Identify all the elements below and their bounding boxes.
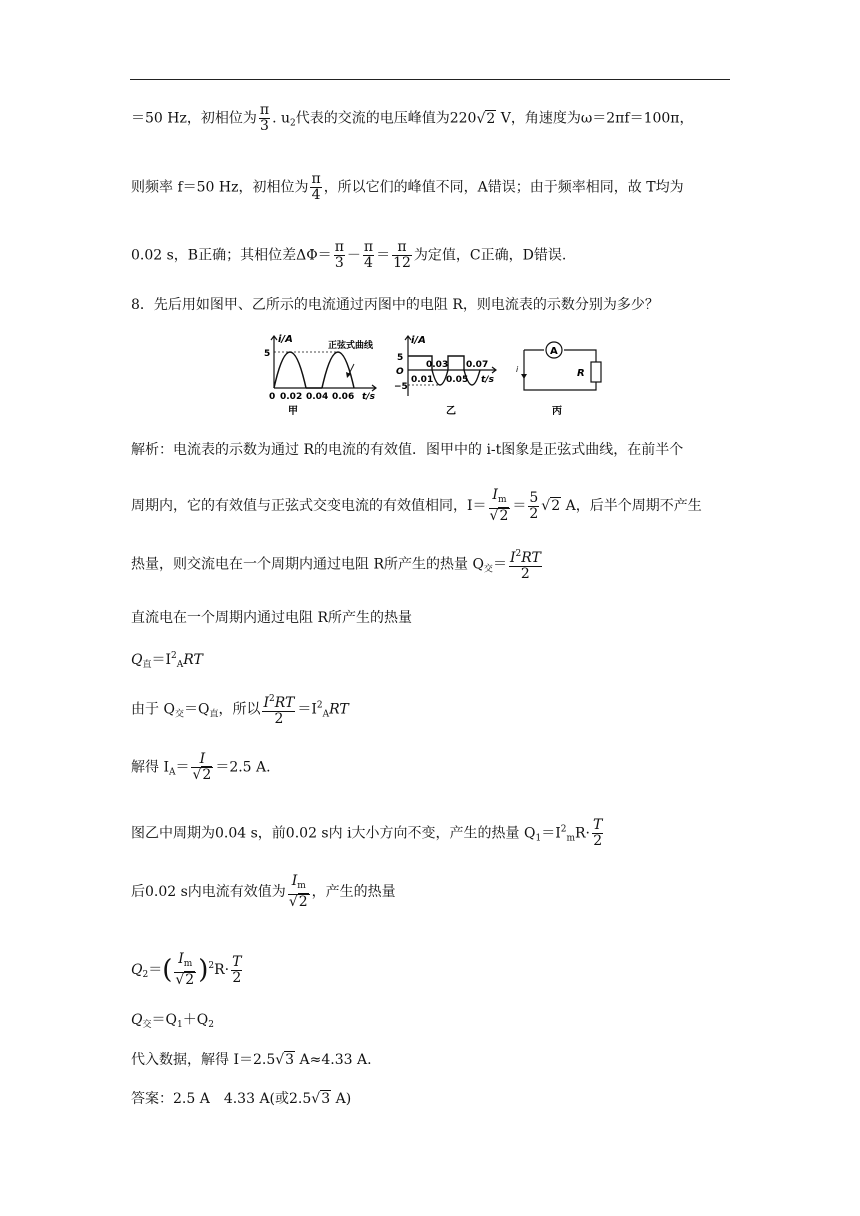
jia-xt3: 0.06	[332, 392, 355, 402]
yi-caption: 乙	[446, 406, 456, 417]
jia-ylabel: i/A	[278, 334, 293, 345]
solution-line-12: 代入数据，解得 I＝2.5√3 A≈4.33 A.	[131, 1052, 372, 1068]
yi-t3: 0.05	[446, 375, 469, 385]
prev-solution-line-3: 0.02 s，B正确；其相位差ΔΦ＝ $\frac{\pi}{3}$ － $\frac{\pi}{4}$ ＝ $\frac{\pi}{12}$ 为定值，C正确，D错误.	[131, 239, 567, 271]
yi-ylabel: i/A	[411, 335, 426, 346]
jia-y5: 5	[264, 349, 271, 359]
figure-yi	[392, 330, 510, 422]
fraction: $\frac{T}{2}$	[232, 953, 242, 986]
fraction: $\frac{5}{2}$	[529, 489, 539, 522]
question-8: 8．先后用如图甲、乙所示的电流通过丙图中的电阻 R，则电流表的示数分别为多少？	[131, 297, 659, 313]
ammeter-label: A	[550, 346, 558, 357]
jia-x0: 0	[269, 392, 276, 402]
fraction: $\frac{I_m}{√2}$	[489, 487, 509, 524]
jia-xt2: 0.04	[306, 392, 329, 402]
fraction: $\frac{T}{2}$	[593, 817, 603, 849]
bing-caption: 丙	[552, 406, 562, 417]
jia-xlabel: t/s	[362, 392, 375, 402]
figure-jia	[258, 330, 388, 422]
jia-xt1: 0.02	[280, 392, 303, 402]
current-label: i	[516, 365, 519, 374]
fraction: $\frac{\pi}{4}$	[311, 171, 321, 203]
yi-xlabel: t/s	[481, 375, 494, 385]
sqrt: √3	[311, 1091, 331, 1107]
solution-line-9: 后0.02 s内电流有效值为 $\frac{I_m}{√2}$ ，产生的热量	[131, 873, 396, 910]
header-rule	[130, 79, 730, 80]
sqrt: √2	[476, 110, 496, 127]
solution-line-6: 由于 $Q_交=Q_直$，所以 $\frac{I^2RT}{2}$ $=I^2_ART$	[131, 694, 349, 727]
fraction: $\frac{I_m}{√2}$	[175, 951, 195, 988]
fraction: $\frac{I^2RT}{2}$	[263, 694, 295, 727]
solution-line-5: $Q_直=I^2_ART$	[131, 651, 203, 670]
figure-bing	[514, 330, 614, 422]
solution-line-2: 周期内，它的有效值与正弦式交变电流的有效值相同，I＝ $\frac{I_m}{√2}$ ＝ $\frac{5}{2}$ √2 A，后半个周期不产生	[131, 487, 702, 524]
sqrt: √2	[541, 498, 561, 514]
yi-t4: 0.07	[466, 360, 489, 370]
sqrt: √3	[275, 1052, 295, 1068]
solution-line-8: 图乙中周期为0.04 s，前0.02 s内 i大小方向不变，产生的热量 $Q_1=I^2_mR\cdot$ $\frac{T}{2}$	[131, 817, 603, 849]
jia-caption: 甲	[288, 406, 298, 417]
jia-curve-label: 正弦式曲线	[328, 341, 374, 351]
solution-line-10: $Q_2=$( $\frac{I_m}{√2}$ )$^2$R· $\frac{T}{2}$	[131, 951, 242, 988]
yi-t2: 0.03	[426, 360, 449, 370]
yi-y5: 5	[397, 353, 404, 363]
fraction: $\frac{\pi}{3}$	[259, 102, 270, 134]
solution-line-11: $Q_交=Q_1+Q_2$	[131, 1012, 214, 1030]
fraction: $\frac{\pi}{3}$	[334, 239, 344, 271]
fraction: $\frac{\pi}{4}$	[363, 239, 374, 271]
fraction: $\frac{I}{√2}$	[192, 751, 212, 783]
solution-line-4: 直流电在一个周期内通过电阻 R所产生的热量	[131, 610, 412, 626]
answer-line: 答案：2.5 A 4.33 A(或2.5√3 A)	[131, 1091, 352, 1107]
fraction: $\frac{I_m}{√2}$	[288, 873, 308, 910]
prev-solution-line-1: ＝50 Hz，初相位为 $\frac{\pi}{3}$ . $u_2$代表的交流的电压峰值为220√2 V，角速度为ω＝2πf＝100π，	[131, 102, 694, 134]
yi-origin: O	[396, 367, 404, 377]
yi-yneg: −5	[394, 382, 408, 392]
prev-solution-line-2: 则频率 f＝50 Hz，初相位为 $\frac{\pi}{4}$ ，所以它们的峰值不同，A错误；由于频率相同，故 T均为	[131, 171, 684, 203]
yi-t1: 0.01	[411, 375, 434, 385]
solution-line-1: 解析：电流表的示数为通过 R的电流的有效值．图甲中的 i-t图象是正弦式曲线，在前半个	[131, 442, 684, 458]
fraction: $\frac{\pi}{12}$	[393, 239, 411, 271]
resistor-label: R	[577, 368, 585, 379]
solution-line-3: 热量，则交流电在一个周期内通过电阻 R所产生的热量 $Q_交=$ $\frac{I^2RT}{2}$	[131, 549, 541, 582]
fraction: $\frac{I^2RT}{2}$	[509, 549, 541, 582]
solution-line-7: 解得 $I_A=$ $\frac{I}{√2}$ ＝2.5 A.	[131, 751, 271, 783]
